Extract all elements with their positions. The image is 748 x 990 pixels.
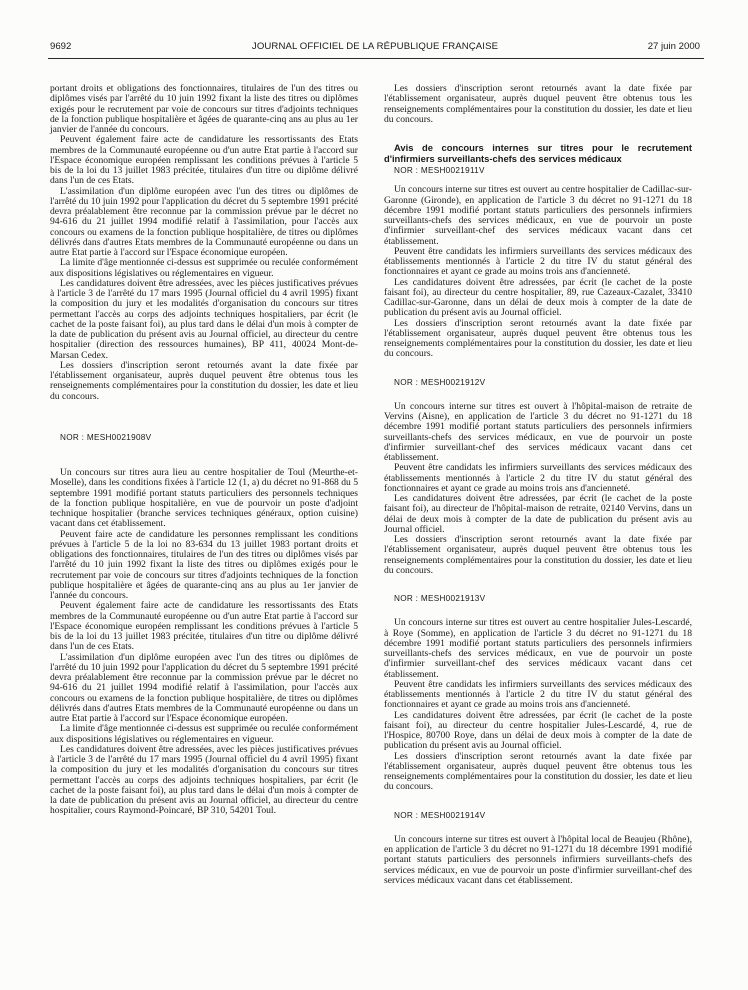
nor-reference: NOR : MESH0021912V <box>394 377 486 387</box>
paragraph: Les dossiers d'inscription seront retournés avant la date fixée par l'établissement organisateur, auprès duquel peuvent être obtenus tous les renseignements complémentaires pour la constitution du dossier, les date et lieu du concours. <box>384 750 692 793</box>
paragraph: Les candidatures doivent être adressées, avec les pièces justificatives prévues à l'article 3 de l'arrêté du 17 mars 1995 (Journal officiel du 4 avril 1995) fixant la composition du jury et les modalités d'organisation du concours sur titres permettant l'accès au corps des adjoints techniques hospitaliers, par écrit (le cachet de la poste faisant foi), au plus tard dans le délai d'un mois à compter de la date de publication du présent avis au Journal officiel, au directeur du centre hospitalier (direction des ressources humaines), BP 411, 40024 Mont-de-Marsan Cedex. <box>50 277 358 361</box>
paragraph: Un concours sur titres aura lieu au centre hospitalier de Toul (Meurthe-et-Moselle), dans les conditions fixées à l'article 12 (1, a) du décret no 91-868 du 5 septembre 1991 modifié portant statuts particuliers des personnels techniques de la fonction publique hospitalière, en vue de pourvoir un poste d'adjoint technique hospitalier (branche services techniques généraux, option cuisine) vacant dans cet établissement. <box>50 467 358 530</box>
paragraph: Peuvent être candidats les infirmiers surveillants des services médicaux des établissements mentionnés à l'article 2 du titre IV du statut général des fonctionnaires et ayant ce grade au moins trois ans d'ancienneté. <box>384 245 692 278</box>
nor-reference: NOR : MESH0021908V <box>60 432 152 442</box>
header-rule <box>48 58 704 59</box>
paragraph: La limite d'âge mentionnée ci-dessus est supprimée ou reculée conformément aux dispositions législatives ou réglementaires en vigueur. <box>50 723 358 745</box>
nor-reference: NOR : MESH0021913V <box>394 594 486 603</box>
paragraph: Peuvent être candidats les infirmiers surveillants des services médicaux des établissements mentionnés à l'article 2 du titre IV du statut général des fonctionnaires et ayant ce grade au moins trois ans d'ancienneté. <box>384 678 692 711</box>
nor-reference: NOR : MESH0021911V <box>394 166 485 175</box>
paragraph: Les dossiers d'inscription seront retournés avant la date fixée par l'établissement organisateur, auprès duquel peuvent être obtenus tous les renseignements complémentaires pour la constitution du dossier, les date et lieu du concours. <box>384 534 692 576</box>
paragraph: Les candidatures doivent être adressées, par écrit (le cachet de la poste faisant foi), au directeur du centre hospitalier, 89, rue Cazeaux-Cazalet, 33410 Cadillac-sur-Garonne, dans un délai de deux mois à compter de la date de publication du présent avis au Journal officiel. <box>384 276 692 319</box>
paragraph: Un concours interne sur titres est ouvert au centre hospitalier de Cadillac-sur-Garonne (Gironde), en application de l'article 3 du décret no 91-1271 du 18 décembre 1991 modifié portant statuts particuliers des personnels infirmiers surveillants-chefs des services médicaux, en vue de pourvoir un poste d'infirmier surveillant-chef des services médicaux vacant dans cet établissement. <box>384 184 692 247</box>
left-column <box>50 84 358 817</box>
paragraph: Les dossiers d'inscription seront retournés avant la date fixée par l'établissement organisateur, auprès duquel peuvent être obtenus tous les renseignements complémentaires pour la constitution du dossier, les date et lieu du concours. <box>384 317 692 360</box>
page-header <box>50 37 700 55</box>
paragraph: portant droits et obligations des fonctionnaires, titulaires de l'un des titres ou diplômes visés par l'arrêté du 10 juin 1992 fixant la liste des titres ou diplômes exigés pour le recrutement par voie de concours sur titres d'adjoints techniques de la fonction publique hospitalière et âgées de quarante-cinq ans au plus au 1er janvier de l'année du concours. <box>50 83 358 135</box>
paragraph: L'assimilation d'un diplôme européen avec l'un des titres ou diplômes de l'arrêté du 10 juin 1992 pour l'application du décret du 5 septembre 1991 précité devra préalablement être reconnue par la commission prévue par le décret no 94-616 du 21 juillet 1994 modifié relatif à l'assimilation, pour l'accès aux concours ou examens de la fonction publique hospitalière, de titres ou diplômes délivrés dans d'autres Etats membres de la Communauté européenne ou dans un autre Etat partie à l'accord sur l'Espace économique européen. <box>50 185 358 258</box>
paragraph: Les candidatures doivent être adressées, par écrit (le cachet de la poste faisant foi), au directeur du centre hospitalier Jules-Lescardé, 4, rue de l'Hospice, 80700 Roye, dans un délai de deux mois à compter de la date de publication du présent avis au Journal officiel. <box>384 709 692 752</box>
paragraph: L'assimilation d'un diplôme européen avec l'un des titres ou diplômes de l'arrêté du 10 juin 1992 pour l'application du décret du 5 septembre 1991 précité devra préalablement être reconnue par la commission prévue par le décret no 94-616 du 21 juillet 1994 modifié relatif à l'assimilation, pour l'accès aux concours ou examens de la fonction publique hospitalière, de titres ou diplômes délivrés dans d'autres Etats membres de la Communauté européenne ou dans un autre Etat partie à l'accord sur l'Espace économique européen. <box>50 651 358 724</box>
paragraph: Un concours interne sur titres est ouvert à l'hôpital-maison de retraite de Vervins (Aisne), en application de l'article 3 du décret no 91-1271 du 18 décembre 1991 modifié portant statuts particuliers des personnels infirmiers surveillants-chefs des services médicaux, en vue de pourvoir un poste d'infirmier surveillant-chef des services médicaux vacant dans cet établissement. <box>384 400 692 463</box>
page-number: 9692 <box>50 41 72 52</box>
paragraph: Les dossiers d'inscription seront retournés avant la date fixée par l'établissement organisateur, auprès duquel peuvent être obtenus tous les renseignements complémentaires pour la constitution du dossier, les date et lieu du concours. <box>50 359 358 402</box>
paragraph: Un concours interne sur titres est ouvert au centre hospitalier Jules-Lescardé, à Roye (Somme), en application de l'article 3 du décret no 91-1271 du 18 décembre 1991 modifié portant statuts particuliers des personnels infirmiers surveillants-chefs des services médicaux, en vue de pourvoir un poste d'infirmier surveillant-chef des services médicaux vacant dans cet établissement. <box>384 617 692 680</box>
paragraph: Peuvent également faire acte de candidature les ressortissants des Etats membres de la Communauté européenne ou d'un autre Etat partie à l'accord sur l'Espace économique européen remplissant les conditions prévues à l'article 5 bis de la loi du 13 juillet 1983 précitée, titulaires d'un titre ou diplôme délivré dans l'un de ces Etats. <box>50 134 358 187</box>
issue-date: 27 juin 2000 <box>647 41 700 52</box>
section-title: Avis de concours internes sur titres pour le recrutement d'infirmiers surveillants-chefs des services médicaux <box>384 142 692 164</box>
paragraph: La limite d'âge mentionnée ci-dessus est supprimée ou reculée conformément aux dispositions législatives ou réglementaires en vigueur. <box>50 257 358 279</box>
paragraph: Peuvent être candidats les infirmiers surveillants des services médicaux des établissements mentionnés à l'article 2 du titre IV du statut général des fonctionnaires et ayant ce grade au moins trois ans d'ancienneté. <box>384 462 692 494</box>
paragraph: Les dossiers d'inscription seront retournés avant la date fixée par l'établissement organisateur, auprès duquel peuvent être obtenus tous les renseignements complémentaires pour la constitution du dossier, les date et lieu du concours. <box>384 83 692 125</box>
nor-reference: NOR : MESH0021914V <box>394 810 486 820</box>
paragraph: Les candidatures doivent être adressées, par écrit (le cachet de la poste faisant foi), au directeur de l'hôpital-maison de retraite, 02140 Vervins, dans un délai de deux mois à compter de la date de publication du présent avis au Journal officiel. <box>384 493 692 535</box>
right-column <box>384 84 692 886</box>
journal-title: JOURNAL OFFICIEL DE LA RÉPUBLIQUE FRANÇAISE <box>251 41 499 52</box>
paragraph: Peuvent faire acte de candidature les personnes remplissant les conditions prévues à l'article 5 de la loi no 83-634 du 13 juillet 1983 portant droits et obligations des fonctionnaires, titulaires de l'un des titres ou diplômes visés par l'arrêté du 10 juin 1992 fixant la liste des titres ou diplômes exigés pour le recrutement par voie de concours sur titres d'adjoints techniques de la fonction publique hospitalière et âgées de quarante-cinq ans au plus au 1er janvier de l'année du concours. <box>50 528 358 601</box>
paragraph: Peuvent également faire acte de candidature les ressortissants des Etats membres de la Communauté européenne ou d'un autre Etat partie à l'accord sur l'Espace économique européen remplissant les conditions prévues à l'article 5 bis de la loi du 13 juillet 1983 précitée, titulaires d'un titre ou diplôme délivré dans l'un de ces Etats. <box>50 600 358 653</box>
paragraph: Les candidatures doivent être adressées, avec les pièces justificatives prévues à l'article 3 de l'arrêté du 17 mars 1995 (Journal officiel du 4 avril 1995) fixant la composition du jury et les modalités d'organisation du concours sur titres permettant l'accès au corps des adjoints techniques hospitaliers, par écrit (le cachet de la poste faisant foi), au plus tard dans le délai d'un mois à compter de la date de publication du présent avis au Journal officiel, au directeur du centre hospitalier, cours Raymond-Poincaré, BP 310, 54201 Toul. <box>50 743 358 817</box>
paragraph: Un concours interne sur titres est ouvert à l'hôpital local de Beaujeu (Rhône), en application de l'article 3 du décret no 91-1271 du 18 décembre 1991 modifié portant statuts particuliers des personnels infirmiers surveillants-chefs des services médicaux, en vue de pourvoir un poste d'infirmier surveillant-chef des services médicaux vacant dans cet établissement. <box>384 833 692 886</box>
